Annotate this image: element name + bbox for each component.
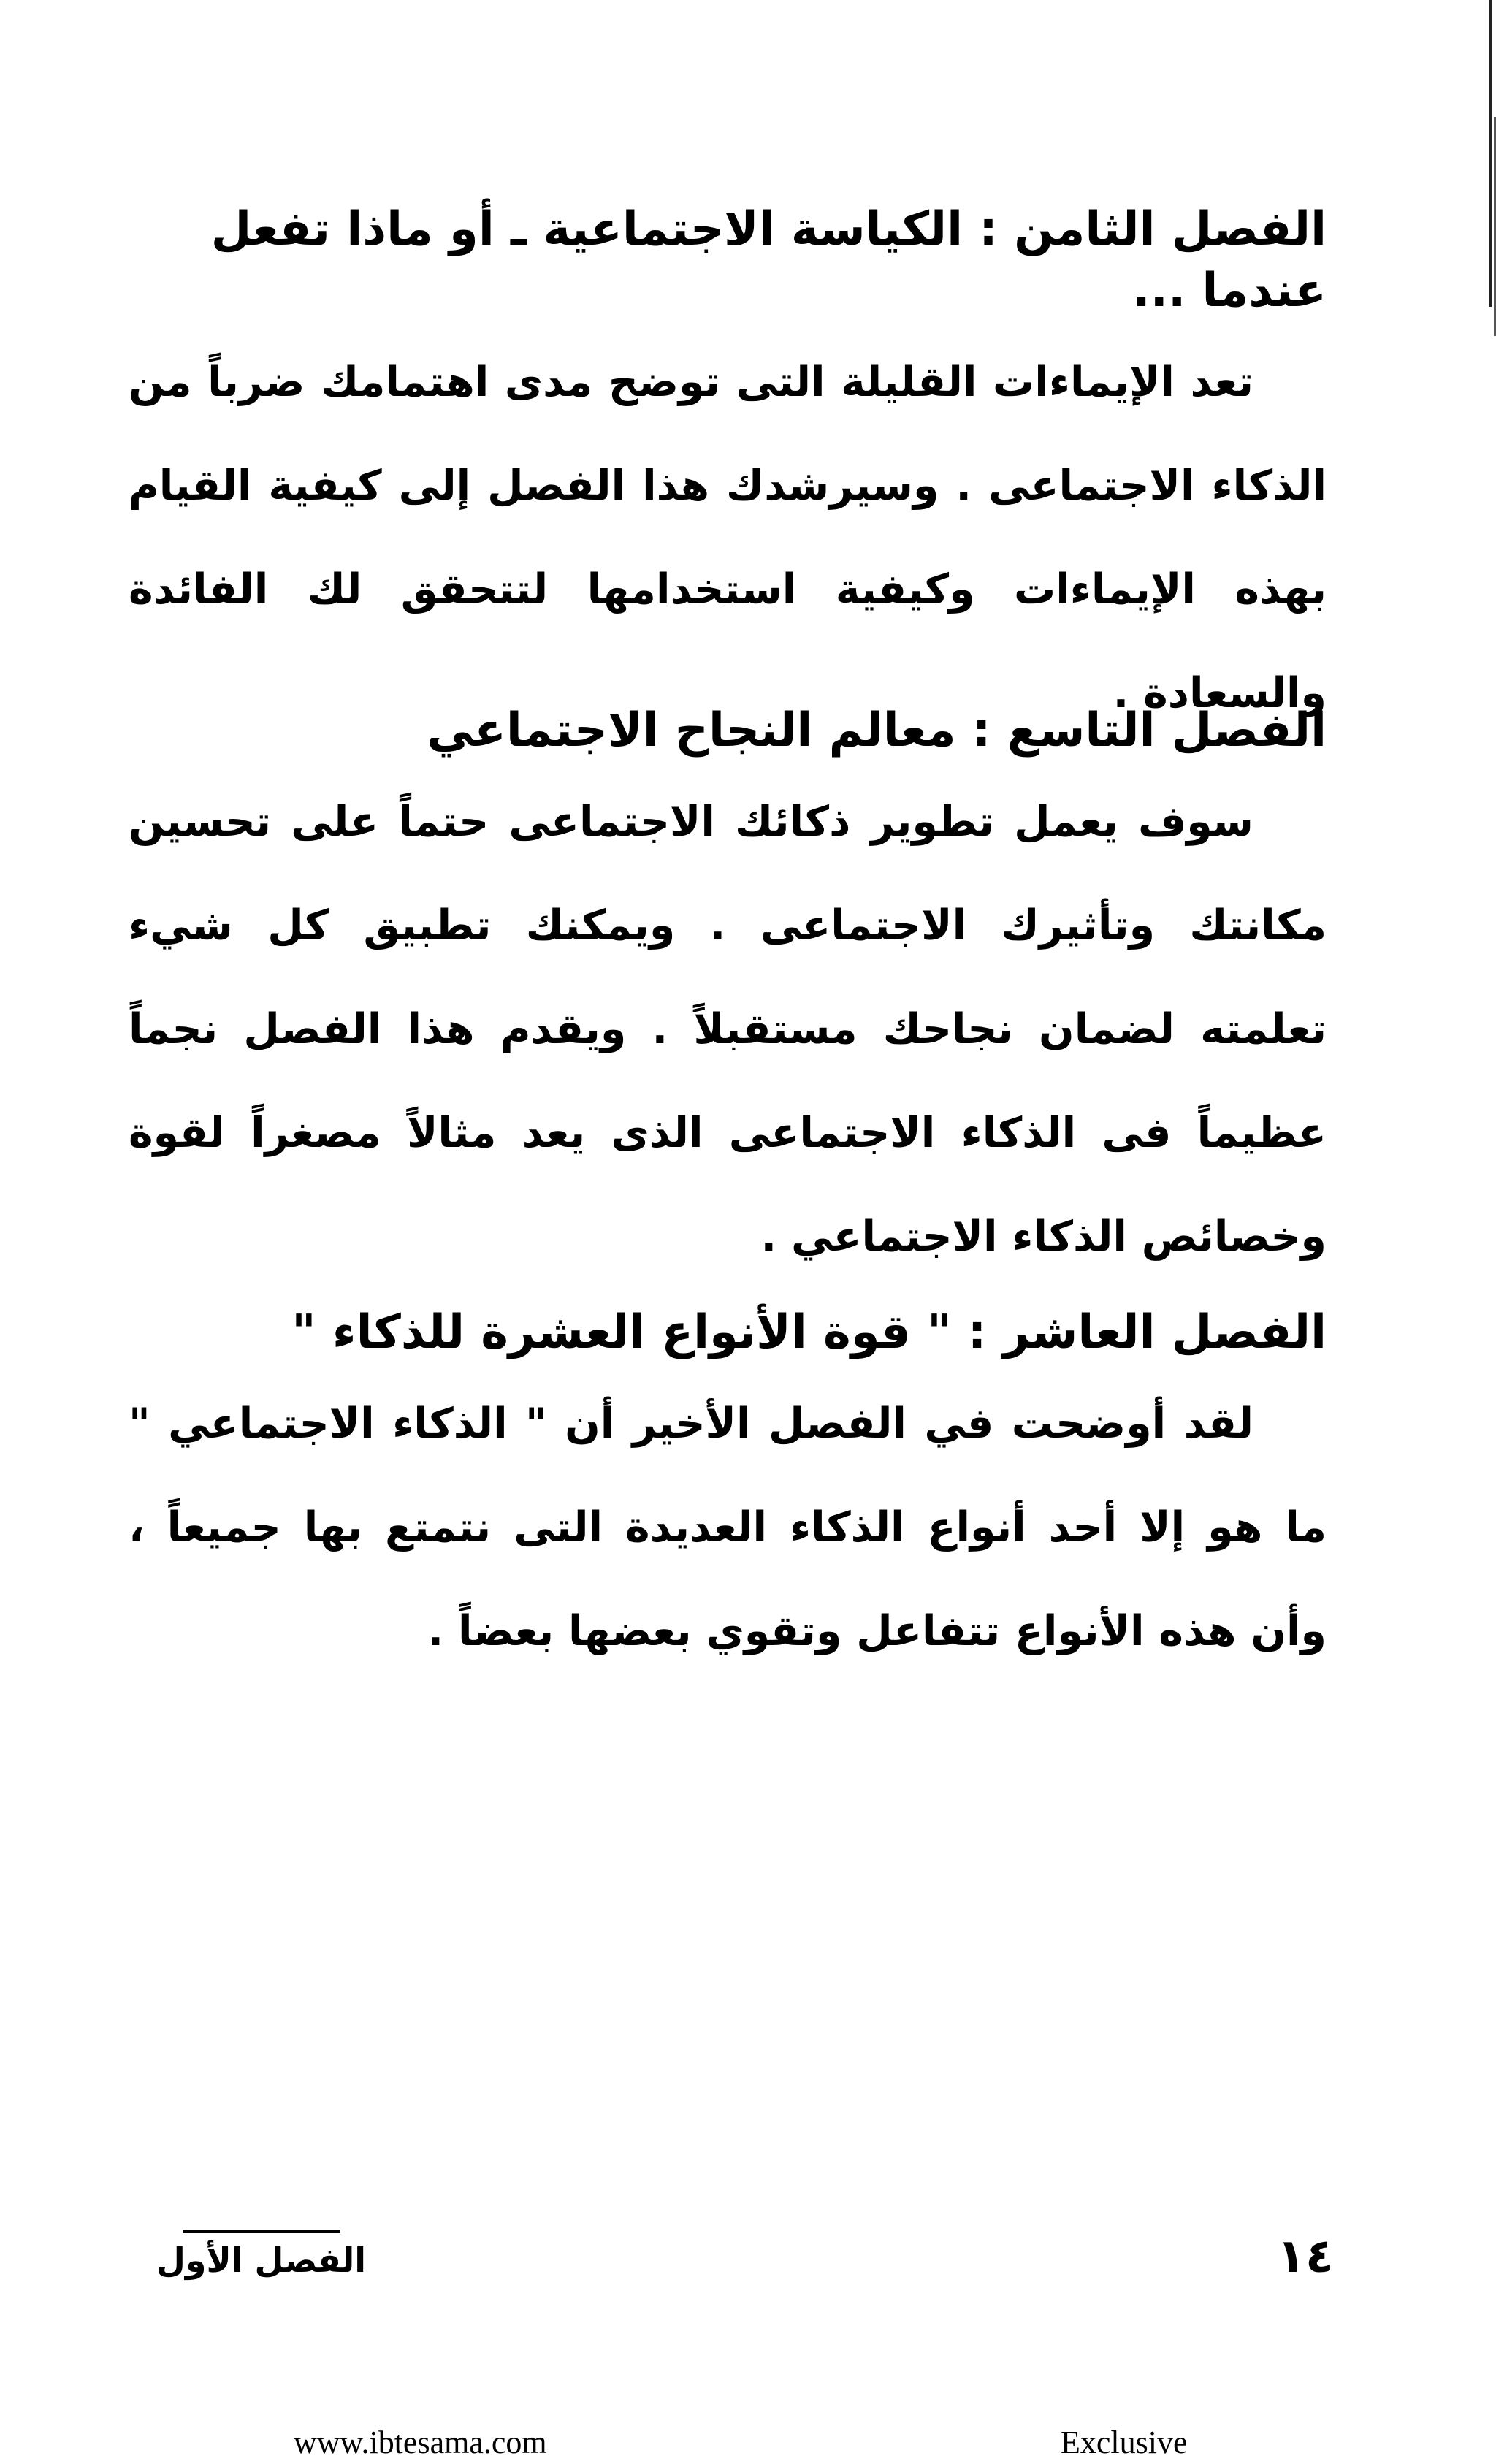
scan-edge-mark: [1489, 0, 1492, 307]
chapter-ten-summary: لقد أوضحت في الفصل الأخير أن " الذكاء الاجتماعي " ما هو إلا أحد أنواع الذكاء العديدة التى نتمتع بها جميعاً ، وأن هذه الأنواع تتفاعل وتقوي بعضها بعضاً .: [129, 1400, 1327, 1655]
chapter-nine-heading: الفصل التاسع : معالم النجاح الاجتماعي: [427, 703, 1327, 758]
site-url: www.ibtesama.com: [294, 2425, 547, 2460]
running-footer: [156, 2230, 366, 2280]
chapter-nine-section: [129, 700, 1327, 1289]
running-title: الفصل الأول: [156, 2240, 367, 2280]
site-tag: Exclusive: [1061, 2425, 1188, 2460]
chapter-eight-section: [129, 199, 1327, 745]
chapter-eight-heading: الفصل الثامن : الكياسة الاجتماعية ـ أو ماذا تفعل عندما ...: [210, 202, 1327, 318]
chapter-nine-summary: سوف يعمل تطوير ذكائك الاجتماعى حتماً على تحسين مكانتك وتأثيرك الاجتماعى . ويمكنك تطبيق كل شيء تعلمته لضمان نجاحك مستقبلاً . ويقدم هذا الفصل نجماً عظيماً فى الذكاء الاجتماعى الذى يعد مثالاً مصغراً لقوة وخصائص الذكاء الاجتماعي .: [129, 798, 1327, 1261]
chapter-eight-summary: تعد الإيماءات القليلة التى توضح مدى اهتمامك ضرباً من الذكاء الاجتماعى . وسيرشدك هذا الفصل إلى كيفية القيام بهذه الإيماءات وكيفية استخدامها لتتحقق لك الفائدة والسعادة .: [129, 358, 1327, 717]
footer-rule: [183, 2230, 340, 2233]
page-number: ١٤: [1276, 2230, 1334, 2284]
chapter-ten-section: [129, 1302, 1327, 1683]
chapter-ten-heading: الفصل العاشر : " قوة الأنواع العشرة للذكاء ": [291, 1305, 1327, 1359]
